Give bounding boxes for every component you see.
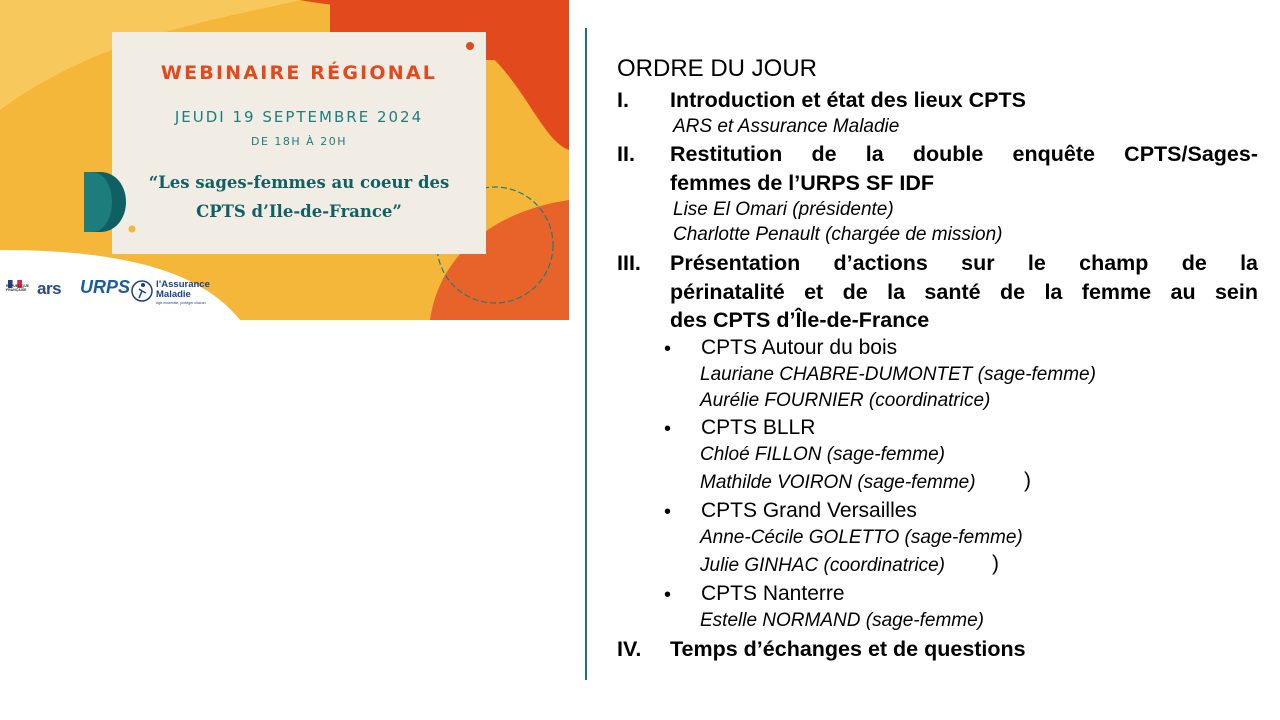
agenda-item-1-title: Introduction et état des lieux CPTS (670, 88, 1026, 112)
cpts-name: CPTS Nanterre (701, 582, 845, 605)
agenda-item-1-speaker: ARS et Assurance Maladie (673, 116, 900, 137)
closing-parenthesis: ) (1024, 469, 1031, 492)
agenda-item-2-speaker: Charlotte Penault (chargée de mission) (673, 224, 1003, 245)
agenda-item-4-title: Temps d’échanges et de questions (670, 637, 1026, 661)
webinar-time: DE 18H À 20H (251, 135, 347, 148)
cpts-speaker: Lauriane CHABRE-DUMONTET (sage-femme) (700, 364, 1096, 385)
agenda-item-3-title-line2: périnatalité et de la santé de la femme au sein (670, 280, 1258, 304)
urps-logo-text: URPS (80, 277, 131, 297)
agenda-item-3-number: III. (617, 251, 641, 275)
webinar-theme-line2: CPTS d’Ile-de-France” (196, 202, 402, 221)
assurance-maladie-runner-icon (131, 279, 153, 303)
cpts-speaker: Chloé FILLON (sage-femme) (700, 444, 945, 465)
republique-logo-text: RÉPUBLIQUE FRANÇAISE (6, 284, 29, 292)
agenda-item-4-number: IV. (617, 637, 642, 661)
webinar-date: JEUDI 19 SEPTEMBRE 2024 (174, 108, 424, 126)
partner-logos (0, 270, 569, 320)
bullet: • (664, 501, 672, 523)
urps-d-logo-icon (82, 172, 136, 236)
cpts-speaker: Anne-Cécile GOLETTO (sage-femme) (700, 527, 1023, 548)
cpts-speaker: Julie GINHAC (coordinatrice) (700, 555, 945, 576)
agenda-item-2-number: II. (617, 142, 635, 166)
decor-dot (466, 42, 474, 50)
bullet: • (664, 418, 672, 440)
assurance-maladie-tagline: Agir ensemble, protéger chacun (156, 301, 206, 305)
agenda-item-2-speaker: Lise El Omari (présidente) (673, 199, 894, 220)
cpts-name: CPTS Autour du bois (701, 336, 898, 359)
announcement-card (112, 32, 486, 254)
webinar-banner (0, 0, 569, 320)
ars-logo-text: ars (37, 279, 62, 298)
cpts-speaker: Aurélie FOURNIER (coordinatrice) (700, 390, 991, 411)
agenda-title: ORDRE DU JOUR (617, 55, 818, 82)
bullet: • (664, 584, 672, 606)
cpts-speaker: Estelle NORMAND (sage-femme) (700, 610, 984, 631)
agenda-item-2-title-line2: femmes de l’URPS SF IDF (670, 171, 935, 195)
assurance-maladie-logo-text: l’Assurance Maladie (156, 279, 210, 300)
cpts-name: CPTS BLLR (701, 416, 816, 439)
cpts-name: CPTS Grand Versailles (701, 499, 917, 522)
agenda-item-1-number: I. (617, 88, 629, 112)
webinar-title: WEBINAIRE RÉGIONAL (160, 62, 438, 84)
bullet: • (664, 338, 672, 360)
vertical-divider (585, 28, 587, 680)
agenda-item-3-title-line3: des CPTS d’Île-de-France (670, 308, 930, 332)
agenda-item-2-title-line1: Restitution de la double enquête CPTS/Sages- (670, 142, 1258, 166)
agenda-item-3-title-line1: Présentation d’actions sur le champ de la (670, 251, 1258, 275)
webinar-theme (132, 168, 466, 226)
webinar-theme-line1: “Les sages-femmes au coeur des (148, 173, 450, 192)
closing-parenthesis: ) (992, 552, 999, 575)
cpts-speaker: Mathilde VOIRON (sage-femme) (700, 472, 976, 493)
